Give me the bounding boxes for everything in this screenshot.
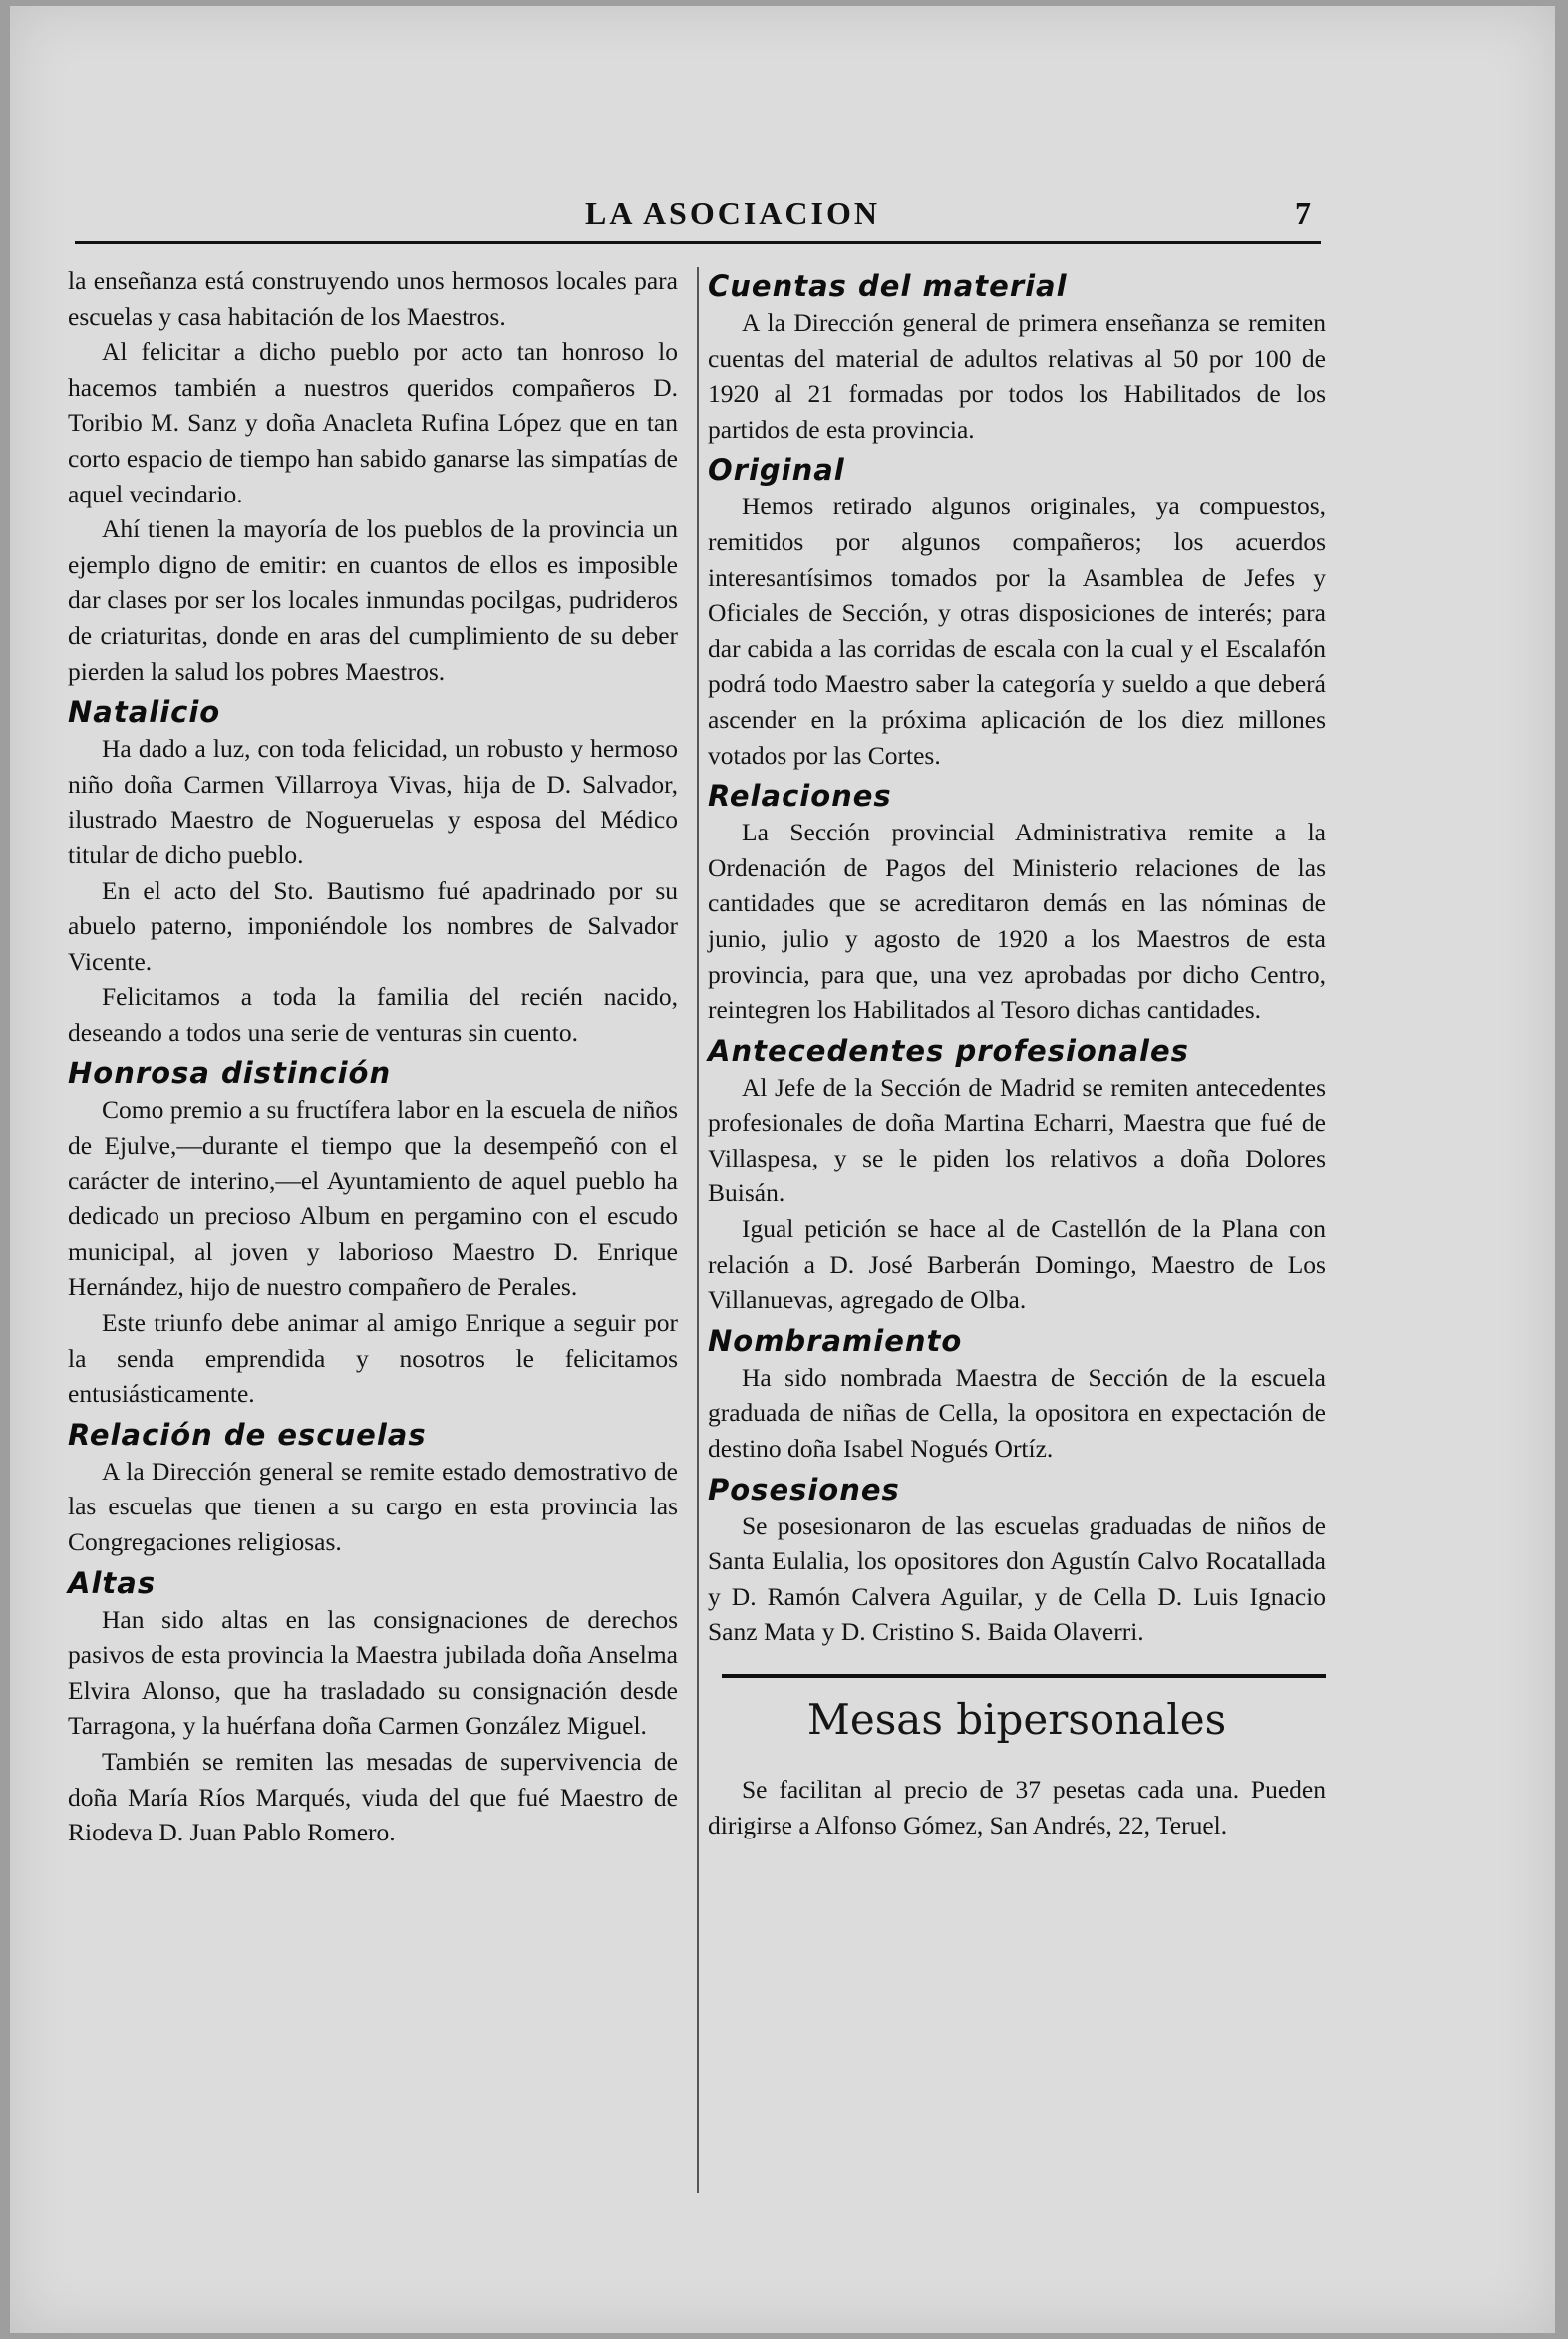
left-column [68, 263, 678, 1850]
article-paragraph: A la Dirección general de primera enseñanza se remiten cuentas del material de adultos relativas al 50 por 100 de 1920 al 21 formadas por todos los Habilitados de los partidos de esta provincia. [708, 308, 1326, 444]
article-paragraph: Se posesionaron de las escuelas graduadas de niños de Santa Eulalia, los opositores don Agustín Calvo Rocatallada y D. Ramón Calvera Aguilar, y de Cella D. Luis Ignacio Sanz Mata y D. Cristino S. Baida Olaverri. [708, 1510, 1326, 1647]
section-heading-posesiones: Posesiones [708, 1472, 900, 1506]
article-paragraph: En el acto del Sto. Bautismo fué apadrinado por su abuelo paterno, imponiéndole los nombres de Salvador Vicente. [68, 875, 678, 976]
intro-paragraph: la enseñanza está construyendo unos hermosos locales para escuelas y casa habitación de los Maestros. [68, 266, 678, 331]
newspaper-page [10, 6, 1555, 2333]
article-paragraph: Este triunfo debe animar al amigo Enrique a seguir por la senda emprendida y nosotros le felicitamos entusiásticamente. [68, 1308, 678, 1409]
advert-separator [722, 1674, 1326, 1678]
page-header [75, 195, 1321, 244]
intro-paragraph: Al felicitar a dicho pueblo por acto tan honroso lo hacemos también a nuestros queridos compañeros D. Toribio M. Sanz y doña Anacleta Rufina López que en tan corto espacio de tiempo han sabido ganarse las simpatías de aquel vecindario. [68, 337, 678, 508]
publication-title: LA ASOCIACION [585, 195, 880, 231]
section-heading-antecedentes: Antecedentes profesionales [708, 1033, 1189, 1068]
page-number: 7 [1295, 195, 1311, 231]
section-heading-original: Original [708, 453, 845, 488]
article-paragraph: La Sección provincial Administrativa remite a la Ordenación de Pagos del Ministerio relaciones de las cantidades que se acreditaron demás en las nóminas de junio, julio y agosto de 1920 a los Maestros de esta provincia, para que, una vez aprobadas por dicho Centro, reintegren los Habilitados al Tesoro dichas cantidades. [708, 818, 1326, 1025]
section-heading-cuentas-material: Cuentas del material [708, 269, 1068, 303]
section-heading-natalicio: Natalicio [68, 695, 221, 730]
section-heading-nombramiento: Nombramiento [708, 1323, 963, 1358]
article-paragraph: Felicitamos a toda la familia del recién nacido, deseando a todos una serie de venturas sin cuento. [68, 982, 678, 1047]
article-paragraph: Igual petición se hace al de Castellón de la Plana con relación a D. José Barberán Domingo, Maestro de Los Villanuevas, agregado de Olba. [708, 1214, 1326, 1315]
article-paragraph: Han sido altas en las consignaciones de derechos pasivos de esta provincia la Maestra jubilada doña Anselma Elvira Alonso, que ha trasladado su consignación desde Tarragona, y la huérfana doña Carmen González Miguel. [68, 1604, 678, 1741]
advert-title: Mesas bipersonales [806, 1695, 1227, 1744]
column-divider [697, 267, 699, 2193]
section-heading-relaciones: Relaciones [708, 779, 892, 814]
article-paragraph: También se remiten las mesadas de supervivencia de doña María Ríos Marqués, viuda del que fué Maestro de Riodeva D. Juan Pablo Romero. [68, 1746, 678, 1847]
article-paragraph: A la Dirección general se remite estado demostrativo de las escuelas que tienen a su cargo en esta provincia las Congregaciones religiosas. [68, 1456, 678, 1556]
section-heading-altas: Altas [68, 1565, 157, 1600]
right-column [708, 263, 1326, 1842]
article-paragraph: Al Jefe de la Sección de Madrid se remiten antecedentes profesionales de doña Martina Echarri, Maestra que fué de Villaspesa, y se le piden los relativos a doña Dolores Buisán. [708, 1072, 1326, 1208]
section-heading-honrosa-distincion: Honrosa distinción [68, 1056, 392, 1091]
article-paragraph: Ha dado a luz, con toda felicidad, un robusto y hermoso niño doña Carmen Villarroya Vivas, hija de D. Salvador, ilustrado Maestro de Nogueruelas y esposa del Médico titular de dicho pueblo. [68, 734, 678, 869]
article-paragraph: Hemos retirado algunos originales, ya compuestos, remitidos por algunos compañeros; los acuerdos interesantísimos tomados por la Asamblea de Jefes y Oficiales de Sección, y otras disposiciones de interés; para dar cabida a las corridas de escala con la cual y el Escalafón podrá todo Maestro saber la categoría y sueldo a que deberá ascender en la próxima aplicación de los diez millones votados por las Cortes. [708, 492, 1326, 770]
article-paragraph: Como premio a su fructífera labor en la escuela de niños de Ejulve,—durante el tiempo que la desempeñó con el carácter de interino,—el Ayuntamiento de aquel pueblo ha dedicado un precioso Album en pergamino con el escudo municipal, al joven y laborioso Maestro D. Enrique Hernández, hijo de nuestro compañero de Perales. [68, 1095, 678, 1302]
intro-paragraph: Ahí tienen la mayoría de los pueblos de la provincia un ejemplo digno de emitir: en cuantos de ellos es imposible dar clases por ser los locales inmundas pocilgas, pudrideros de criaturitas, donde en aras del cumplimiento de su deber pierden la salud los pobres Maestros. [68, 514, 678, 686]
article-paragraph: Ha sido nombrada Maestra de Sección de la escuela graduada de niñas de Cella, la opositora en expectación de destino doña Isabel Nogués Ortíz. [708, 1362, 1326, 1464]
section-heading-relacion-escuelas: Relación de escuelas [68, 1417, 427, 1452]
advert-text: Se facilitan al precio de 37 pesetas cada una. Pueden dirigirse a Alfonso Gómez, San Andrés, 22, Teruel. [708, 1775, 1326, 1839]
